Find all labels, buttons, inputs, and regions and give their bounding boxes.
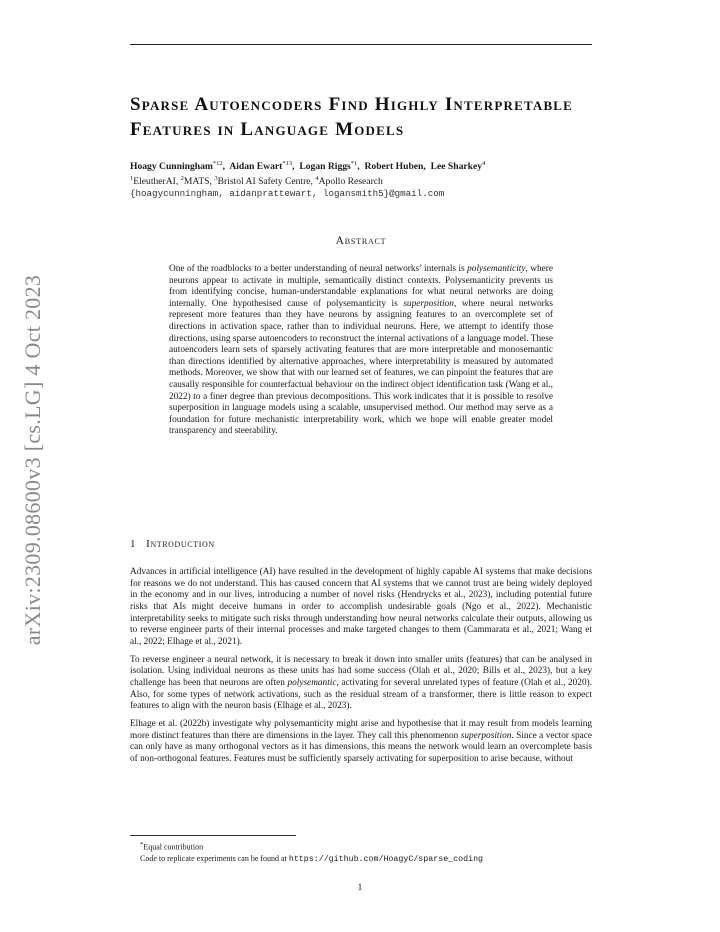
affiliation: Bristol AI Safety Centre, <box>217 176 316 188</box>
top-rule <box>130 44 592 45</box>
code-url-link[interactable]: https://github.com/HoagyC/sparse_coding <box>288 854 484 864</box>
paragraph <box>130 719 592 766</box>
abstract-heading: Abstract <box>335 235 387 247</box>
body-text <box>130 567 592 772</box>
abstract-segment: , where neurons appear to activate in multiple, semantically distinct contexts. Polysemanticity prevents us from identifying concise, human-understandable explanations for what neural networks are doing internally. One hypothesised cause of polysemanticity is <box>169 264 553 309</box>
footnote-code <box>140 853 595 865</box>
section-number: 1 <box>130 538 137 550</box>
abstract-emphasis: superposition <box>403 298 454 309</box>
section-title: Introduction <box>146 538 215 550</box>
affiliations <box>130 173 600 188</box>
author-affiliation-mark: *12 <box>212 160 223 167</box>
paper-title: Sparse Autoencoders Find Highly Interpretable Features in Language Models <box>130 94 574 140</box>
section-heading <box>130 538 215 550</box>
page-number: 1 <box>357 883 363 893</box>
author-names: Hoagy Cunningham$^{*12}$, Aidan Ewart$^{*13}$, Logan Riggs$^{*1}$, Robert Huben, Lee Sharkey$^4$ <box>130 160 486 173</box>
abstract-segment: , where neural networks represent more features than they have neurons by assigning features to an overcomplete set of directions in activation space, rather than to individual neurons. Here, we attempt to identify those directions, using sparse autoencoders to reconstruct the internal activations of a language model. These autoencoders learn sets of sparsely activating features that are more interpretable and monosemantic than directions identified by alternative approaches, where interpretability is measured by automated methods. Moreover, we show that with our learned set of features, we can pinpoint the features that are causally responsible for counterfactual behaviour on the indirect object identification task (Wang et al., 2022) to a finer degree than previous decompositions. This work indicates that it is possible to resolve superposition in language models using a scalable, unsupervised method. Our method may serve as a foundation for future mechanistic interpretability work, which we hope will enable greater model transparency and steerability. <box>169 298 553 437</box>
footnote-text: Equal contribution <box>143 842 204 852</box>
author-emails: {hoagycunningham, aidanprattewart, logansmith5}@gmail.com <box>130 188 445 200</box>
arxiv-id-text: arXiv:2309.08600v3 [cs.LG] 4 Oct 2023 <box>20 274 45 646</box>
abstract-emphasis: polysemanticity <box>467 264 526 274</box>
author-name: Hoagy Cunningham <box>130 161 213 173</box>
affiliation: Apollo Research <box>318 176 383 188</box>
affiliation-mark: 2 <box>180 175 184 183</box>
author-name: Robert Huben <box>364 161 424 173</box>
paragraph-emphasis: polysemantic <box>287 677 337 688</box>
footnote-equal-contribution <box>140 839 595 853</box>
paragraph-segment: Elhage et al. (2022b) investigate why polysemanticity might arise and hypothesise that it may result from models learning more distinct features than there are dimensions in the layer. They call this phenomenon <box>130 718 592 741</box>
affiliation: EleutherAI, <box>133 176 181 188</box>
author-affiliation-mark: 4 <box>482 160 486 167</box>
footnotes <box>140 839 595 865</box>
affiliation-mark: 3 <box>214 175 218 183</box>
abstract-text <box>169 264 553 438</box>
paragraph: Advances in artificial intelligence (AI) have resulted in the development of highly capable AI systems that make decisions for reasons we do not understand. This has caused concern that AI systems that we cannot trust are being widely deployed in the economy and in our lives, introducing a number of novel risks (Hendrycks et al., 2023), including potential future risks that AIs might deceive humans in order to accomplish undesirable goals (Ngo et al., 2022). Mechanistic interpretability seeks to mitigate such risks through understanding how neural networks calculate their outputs, allowing us to reverse engineer parts of their internal processes and make targeted changes to them (Cammarata et al., 2021; Wang et al., 2022; Elhage et al., 2021). <box>130 567 592 647</box>
author-block <box>130 158 600 200</box>
paragraph <box>130 655 592 713</box>
affiliation-mark: 4 <box>315 175 319 183</box>
footnote-text: Code to replicate experiments can be found at <box>140 853 289 863</box>
paragraph-emphasis: superposition <box>460 730 512 741</box>
author-name: Lee Sharkey <box>430 161 483 173</box>
author-affiliation-mark: *1 <box>350 160 358 167</box>
paragraph-segment: . Since a vector space can only have as many orthogonal vectors as it has dimensions, this means the network would learn an overcomplete basis of non-orthogonal features. Features must be sufficiently sparsely activating for superposition to arise because, without <box>130 730 593 764</box>
paragraph-segment: To reverse engineer a neural network, it is necessary to break it down into smaller units (features) that can be analysed in isolation. Using individual neurons as these units has had some success (Olah et al., 2020; Bills et al., 2023), but a key challenge has been that neurons are often <box>130 654 592 688</box>
abstract-segment: One of the roadblocks to a better understanding of neural networks’ internals is <box>169 264 468 274</box>
footnote-mark: * <box>140 841 144 848</box>
affiliation: MATS, <box>183 176 215 188</box>
author-name: Logan Riggs <box>299 161 351 173</box>
affiliation-mark: 1 <box>130 175 134 183</box>
author-name: Aidan Ewart <box>229 161 283 173</box>
author-affiliation-mark: *13 <box>282 160 293 167</box>
paragraph-segment: , activating for several unrelated types of feature (Olah et al., 2020). Also, for some types of network activations, such as the residual stream of a transformer, there is little reason to expect features to align with the neuron basis (Elhage et al., 2023). <box>130 677 593 712</box>
footnote-rule <box>130 835 296 836</box>
